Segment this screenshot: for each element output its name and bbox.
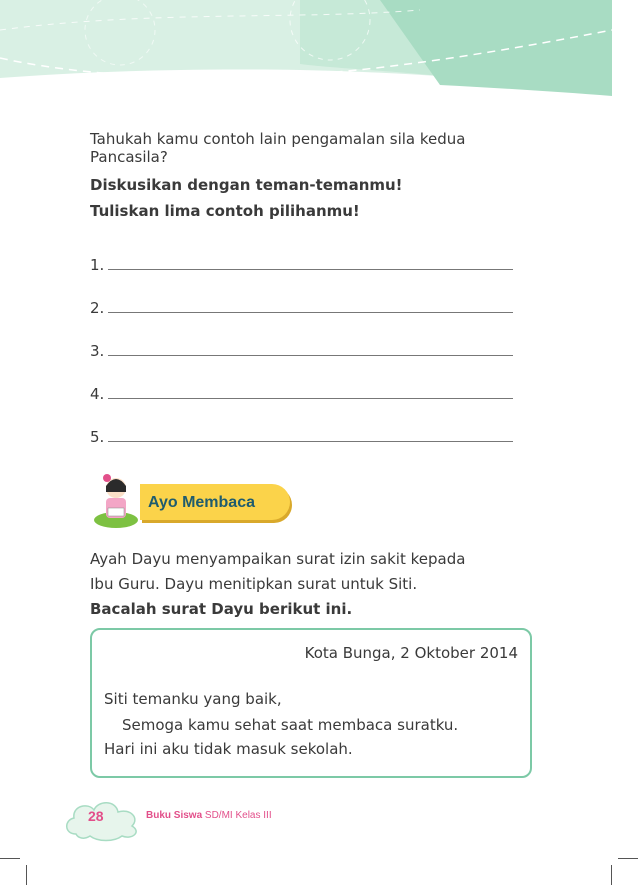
book-title-rest: SD/MI Kelas III — [202, 810, 272, 821]
answer-line[interactable] — [90, 299, 513, 317]
line-number: 5. — [90, 428, 105, 446]
letter-box — [90, 628, 532, 778]
answer-line[interactable] — [90, 256, 513, 274]
letter-date: Kota Bunga, 2 Oktober 2014 — [304, 644, 518, 662]
reading-line-2: Ibu Guru. Dayu menitipkan surat untuk Siti. — [90, 575, 418, 593]
answer-line[interactable] — [90, 342, 513, 360]
letter-body-2: Hari ini aku tidak masuk sekolah. — [104, 740, 353, 758]
line-number: 3. — [90, 342, 105, 360]
crop-mark — [618, 858, 638, 859]
page-number: 28 — [88, 808, 104, 824]
reading-line-1: Ayah Dayu menyampaikan surat izin sakit kepada — [90, 550, 466, 568]
header-decoration — [0, 0, 638, 120]
crop-mark — [0, 858, 20, 859]
reading-girl-icon — [94, 470, 144, 530]
letter-greeting: Siti temanku yang baik, — [104, 690, 282, 708]
reading-instruction: Bacalah surat Dayu berikut ini. — [90, 600, 353, 618]
crop-mark — [26, 865, 27, 885]
line-number: 1. — [90, 256, 105, 274]
intro-question: Tahukah kamu contoh lain pengamalan sila kedua Pancasila? — [90, 130, 466, 166]
book-title — [146, 810, 272, 821]
answer-line[interactable] — [90, 428, 513, 446]
letter-body-1: Semoga kamu sehat saat membaca suratku. — [122, 716, 459, 734]
line-number: 2. — [90, 299, 105, 317]
ayo-membaca-badge — [98, 470, 308, 530]
line-number: 4. — [90, 385, 105, 403]
badge-label: Ayo Membaca — [148, 494, 255, 511]
instruction-write: Tuliskan lima contoh pilihanmu! — [90, 202, 360, 220]
crop-mark — [611, 865, 612, 885]
answer-line[interactable] — [90, 385, 513, 403]
book-title-bold: Buku Siswa — [146, 810, 203, 821]
instruction-discuss: Diskusikan dengan teman-temanmu! — [90, 176, 403, 194]
